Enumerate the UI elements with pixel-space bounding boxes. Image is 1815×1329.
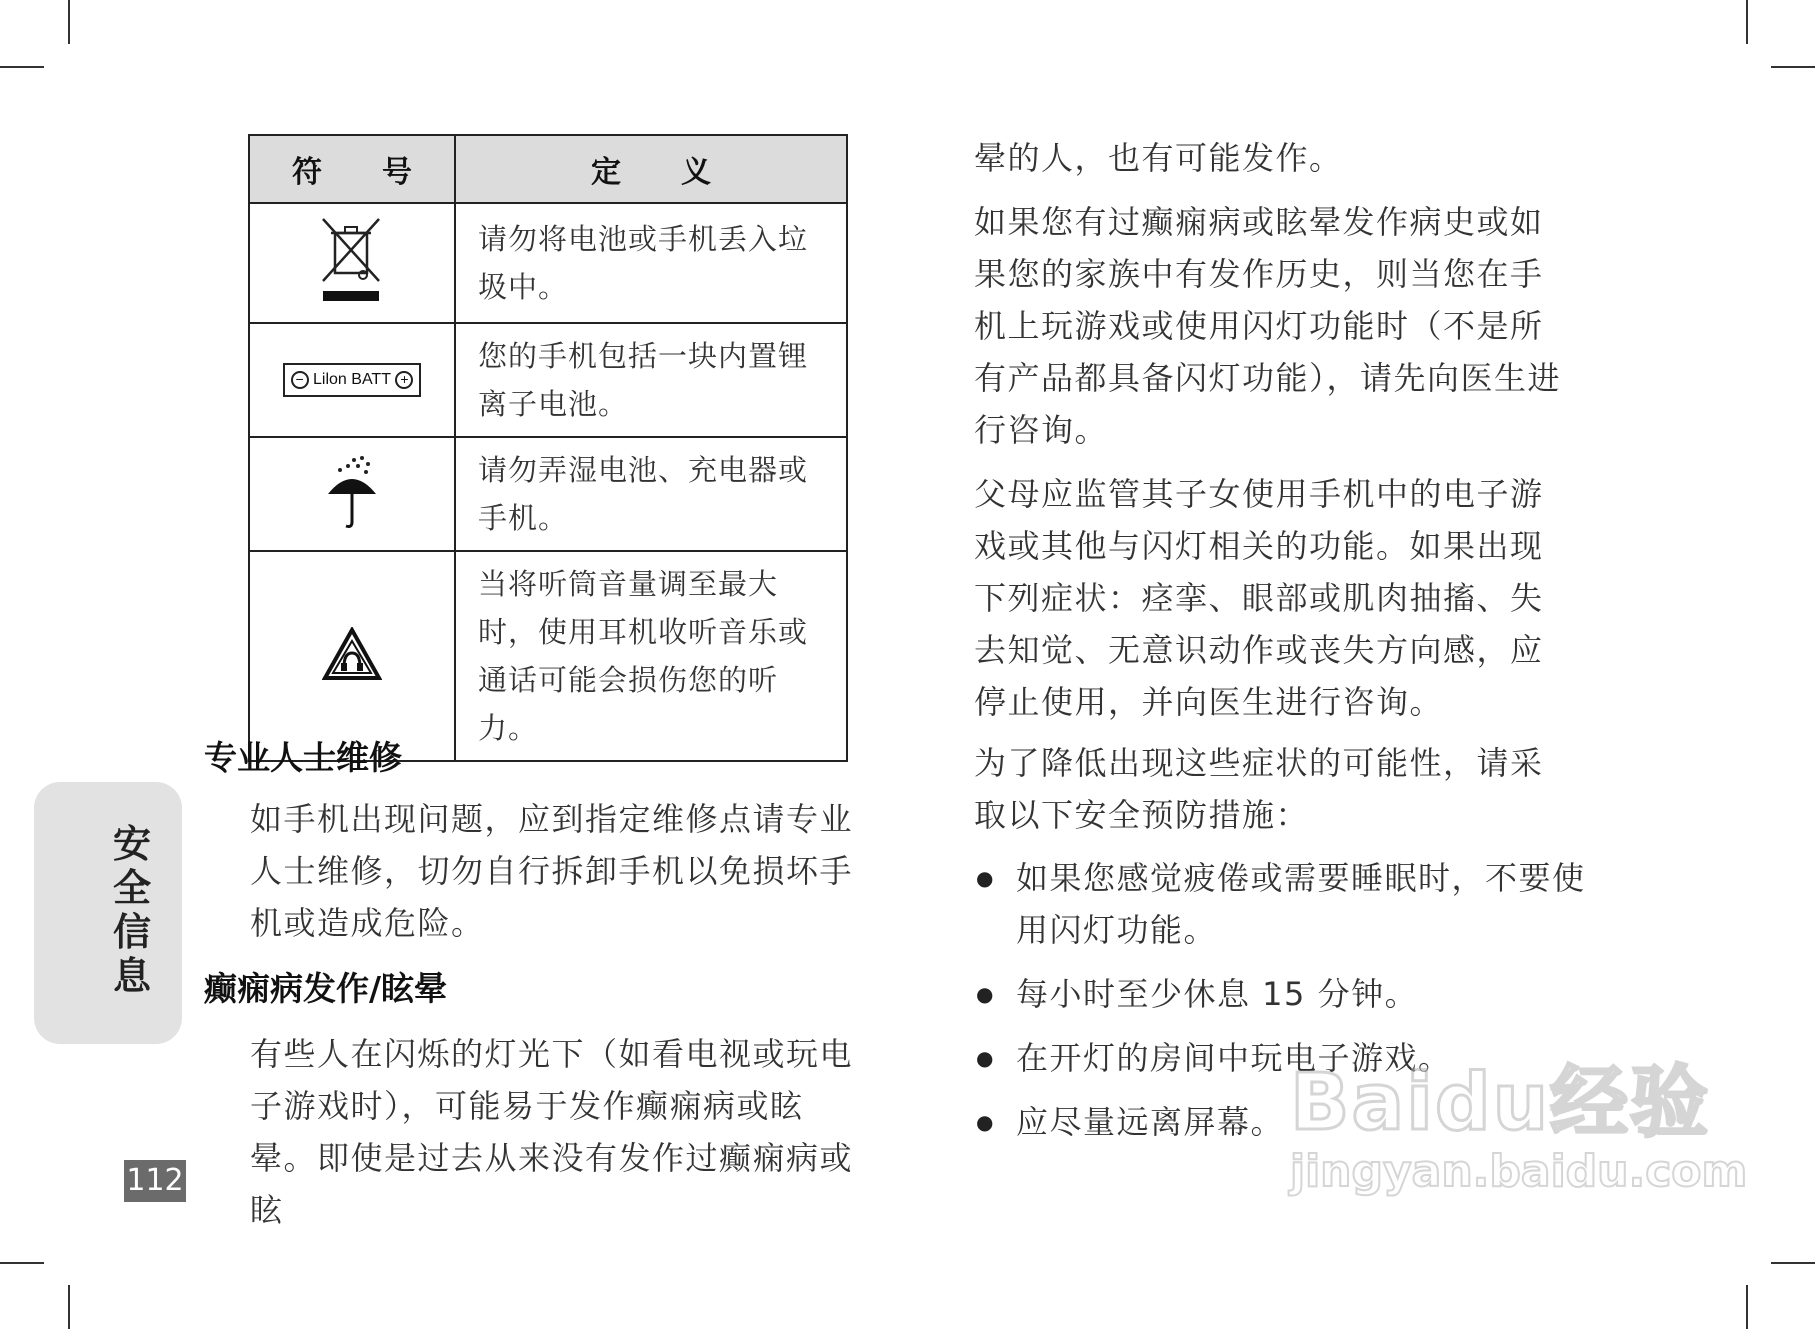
list-item: ● 应尽量远离屏幕。 — [974, 1096, 1594, 1148]
hearing-warning-icon — [322, 627, 382, 681]
minus-icon: − — [291, 371, 309, 389]
table-header-row — [249, 135, 847, 203]
umbrella-rain-icon — [322, 454, 382, 530]
table-row — [249, 437, 847, 551]
symbol-cell — [249, 203, 455, 323]
table-row — [249, 551, 847, 761]
symbol-cell — [249, 551, 455, 761]
crop-mark — [0, 1262, 44, 1264]
definition-cell: 请勿弄湿电池、充电器或手机。 — [455, 437, 847, 551]
crop-mark — [1771, 1262, 1815, 1264]
epilepsy-text: 有些人在闪烁的灯光下（如看电视或玩电子游戏时），可能易于发作癫痫病或眩晕。即使是过去从来没有发作过癫痫病或眩 — [250, 1035, 854, 1229]
watermark-sub: jingyan.baidu.com — [1290, 1146, 1748, 1197]
table-row — [249, 203, 847, 323]
repair-title: 专业人士维修 — [204, 738, 402, 777]
paragraph-4: 为了降低出现这些症状的可能性，请采取以下安全预防措施： — [974, 744, 1544, 834]
symbol-cell — [249, 437, 455, 551]
list-item: ● 每小时至少休息 15 分钟。 — [974, 968, 1594, 1020]
definition-cell: 当将听筒音量调至最大时，使用耳机收听音乐或通话可能会损伤您的听力。 — [455, 551, 847, 761]
paragraph-1: 晕的人，也有可能发作。 — [974, 139, 1343, 177]
crop-mark — [68, 1285, 70, 1329]
repair-text: 如手机出现问题，应到指定维修点请专业人士维修，切勿自行拆卸手机以免损坏手机或造成危险。 — [250, 800, 854, 942]
crossed-bin-icon — [317, 215, 387, 307]
crop-mark — [1771, 66, 1815, 68]
list-item: ● 如果您感觉疲倦或需要睡眠时，不要使用闪灯功能。 — [974, 852, 1594, 956]
definition-cell: 请勿将电池或手机丢入垃圾中。 — [455, 203, 847, 323]
crop-mark — [0, 66, 44, 68]
epilepsy-title: 癫痫病发作/眩晕 — [204, 969, 448, 1008]
crop-mark — [68, 0, 70, 44]
symbol-table — [248, 134, 848, 762]
definition-cell: 您的手机包括一块内置锂离子电池。 — [455, 323, 847, 437]
header-symbol: 符 号 — [249, 135, 455, 203]
page-number: 112 — [124, 1160, 186, 1202]
liion-battery-icon — [283, 363, 422, 397]
paragraph-2: 如果您有过癫痫病或眩晕发作病史或如果您的家族中有发作历史，则当您在手机上玩游戏或使用闪灯功能时（不是所有产品都具备闪灯功能），请先向医生进行咨询。 — [974, 203, 1562, 449]
battery-label: Lilon BATT — [313, 370, 391, 388]
symbol-cell — [249, 323, 455, 437]
list-item: ● 在开灯的房间中玩电子游戏。 — [974, 1032, 1594, 1084]
table-row — [249, 323, 847, 437]
watermark-logo — [1290, 1040, 1747, 1197]
section-side-label: 安全信息 — [112, 822, 151, 998]
crop-mark — [1746, 0, 1748, 44]
paragraph-3: 父母应监管其子女使用手机中的电子游戏或其他与闪灯相关的功能。如果出现下列症状：痉挛、眼部或肌肉抽搐、失去知觉、无意识动作或丧失方向感，应停止使用，并向医生进行咨询。 — [974, 475, 1544, 721]
plus-icon: + — [395, 371, 413, 389]
section-side-tab — [34, 782, 182, 1044]
header-definition: 定 义 — [455, 135, 847, 203]
crop-mark — [1746, 1285, 1748, 1329]
watermark-main: Baidu经验 — [1290, 1058, 1711, 1148]
